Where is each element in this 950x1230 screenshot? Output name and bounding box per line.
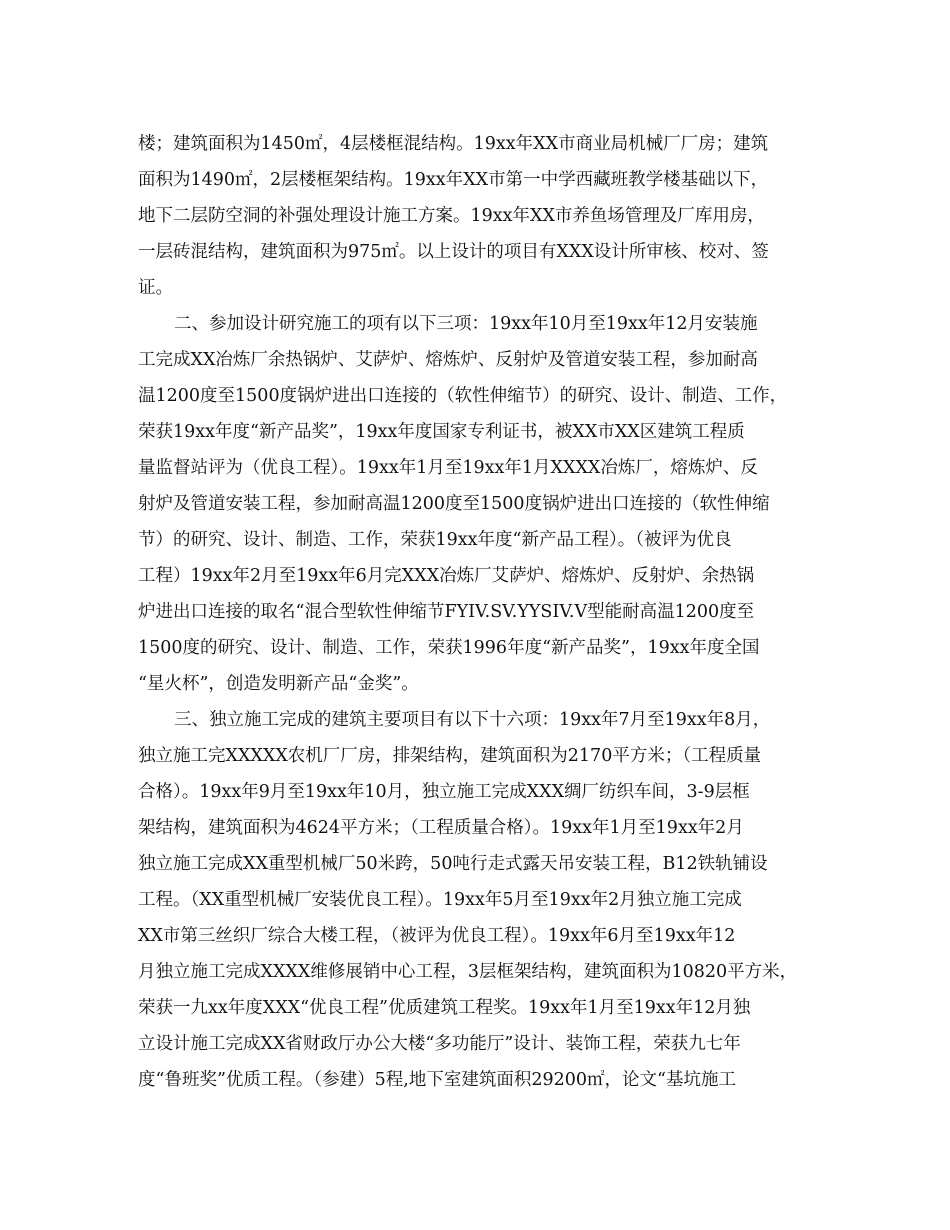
text-line: 月独立施工完成XXXX维修展销中心工程，3层框架结构，建筑面积为10820平方米， <box>138 962 798 982</box>
text-line: 面积为1490㎡，2层楼框架结构。19xx年XX市第一中学西藏班教学楼基础以下， <box>138 170 769 190</box>
text-line: 证。 <box>138 278 173 298</box>
text-line: 温1200度至1500度锅炉进出口连接的（软性伸缩节）的研究、设计、制造、工作， <box>138 386 788 406</box>
text-line: “星火杯”，创造发明新产品“金奖”。 <box>138 674 419 694</box>
text-line: 荣获19xx年度“新产品奖”，19xx年度国家专利证书，被XX市XX区建筑工程质 <box>138 422 745 442</box>
text-line: 一层砖混结构，建筑面积为975㎡。以上设计的项目有XXX设计所审核、校对、签 <box>138 242 769 262</box>
text-line: 节）的研究、设计、制造、工作，荣获19xx年度“新产品工程）。（被评为优良 <box>138 530 732 550</box>
text-line: XX市第三丝织厂综合大楼工程，（被评为优良工程）。19xx年6月至19xx年12 <box>138 926 736 946</box>
text-line: 工完成XX冶炼厂余热锅炉、艾萨炉、熔炼炉、反射炉及管道安装工程，参加耐高 <box>138 350 758 370</box>
text-line: 度“鲁班奖”优质工程。（参建）5程,地下室建筑面积29200㎡，论文“基坑施工 <box>138 1070 736 1090</box>
text-line: 荣获一九xx年度XXX“优良工程”优质建筑工程奖。19xx年1月至19xx年12月独 <box>138 998 751 1018</box>
text-line: 射炉及管道安装工程，参加耐高温1200度至1500度锅炉进出口连接的（软性伸缩 <box>138 494 770 514</box>
text-line: 地下二层防空洞的补强处理设计施工方案。19xx年XX市养鱼场管理及厂库用房， <box>138 206 765 226</box>
text-line: 工程）19xx年2月至19xx年6月完XXX冶炼厂艾萨炉、熔炼炉、反射炉、余热锅 <box>138 566 755 586</box>
text-line: 独立施工完XXXXX农机厂厂房，排架结构，建筑面积为2170平方米；（工程质量 <box>138 746 762 766</box>
text-line: 1500度的研究、设计、制造、工作，荣获1996年度“新产品奖”，19xx年度全国 <box>138 638 760 658</box>
text-line: 独立施工完成XX重型机械厂50米跨，50吨行走式露天吊安装工程，B12铁轨铺设 <box>138 854 768 874</box>
text-line: 立设计施工完成XX省财政厅办公大楼“多功能厅”设计、装饰工程，荣获九七年 <box>138 1034 741 1054</box>
text-line: 合格）。19xx年9月至19xx年10月，独立施工完成XXX绸厂纺织车间，3-9层框 <box>138 782 750 802</box>
text-line: 炉进出口连接的取名“混合型软性伸缩节FYIV.SV.YYSIV.V型能耐高温1200度至 <box>138 602 755 622</box>
text-line: 量监督站评为（优良工程）。19xx年1月至19xx年1月XXXX冶炼厂，熔炼炉、反 <box>138 458 758 478</box>
paragraph-first-line: 三、独立施工完成的建筑主要项目有以下十六项：19xx年7月至19xx年8月， <box>174 710 771 730</box>
text-line: 架结构，建筑面积为4624平方米；（工程质量合格）。19xx年1月至19xx年2月 <box>138 818 744 838</box>
paragraph-first-line: 二、参加设计研究施工的项有以下三项：19xx年10月至19xx年12月安装施 <box>174 314 758 334</box>
text-line: 楼；建筑面积为1450㎡，4层楼框混结构。19xx年XX市商业局机械厂厂房；建筑 <box>138 134 769 154</box>
text-line: 工程。（XX重型机械厂安装优良工程）。19xx年5月至19xx年2月独立施工完成 <box>138 890 742 910</box>
